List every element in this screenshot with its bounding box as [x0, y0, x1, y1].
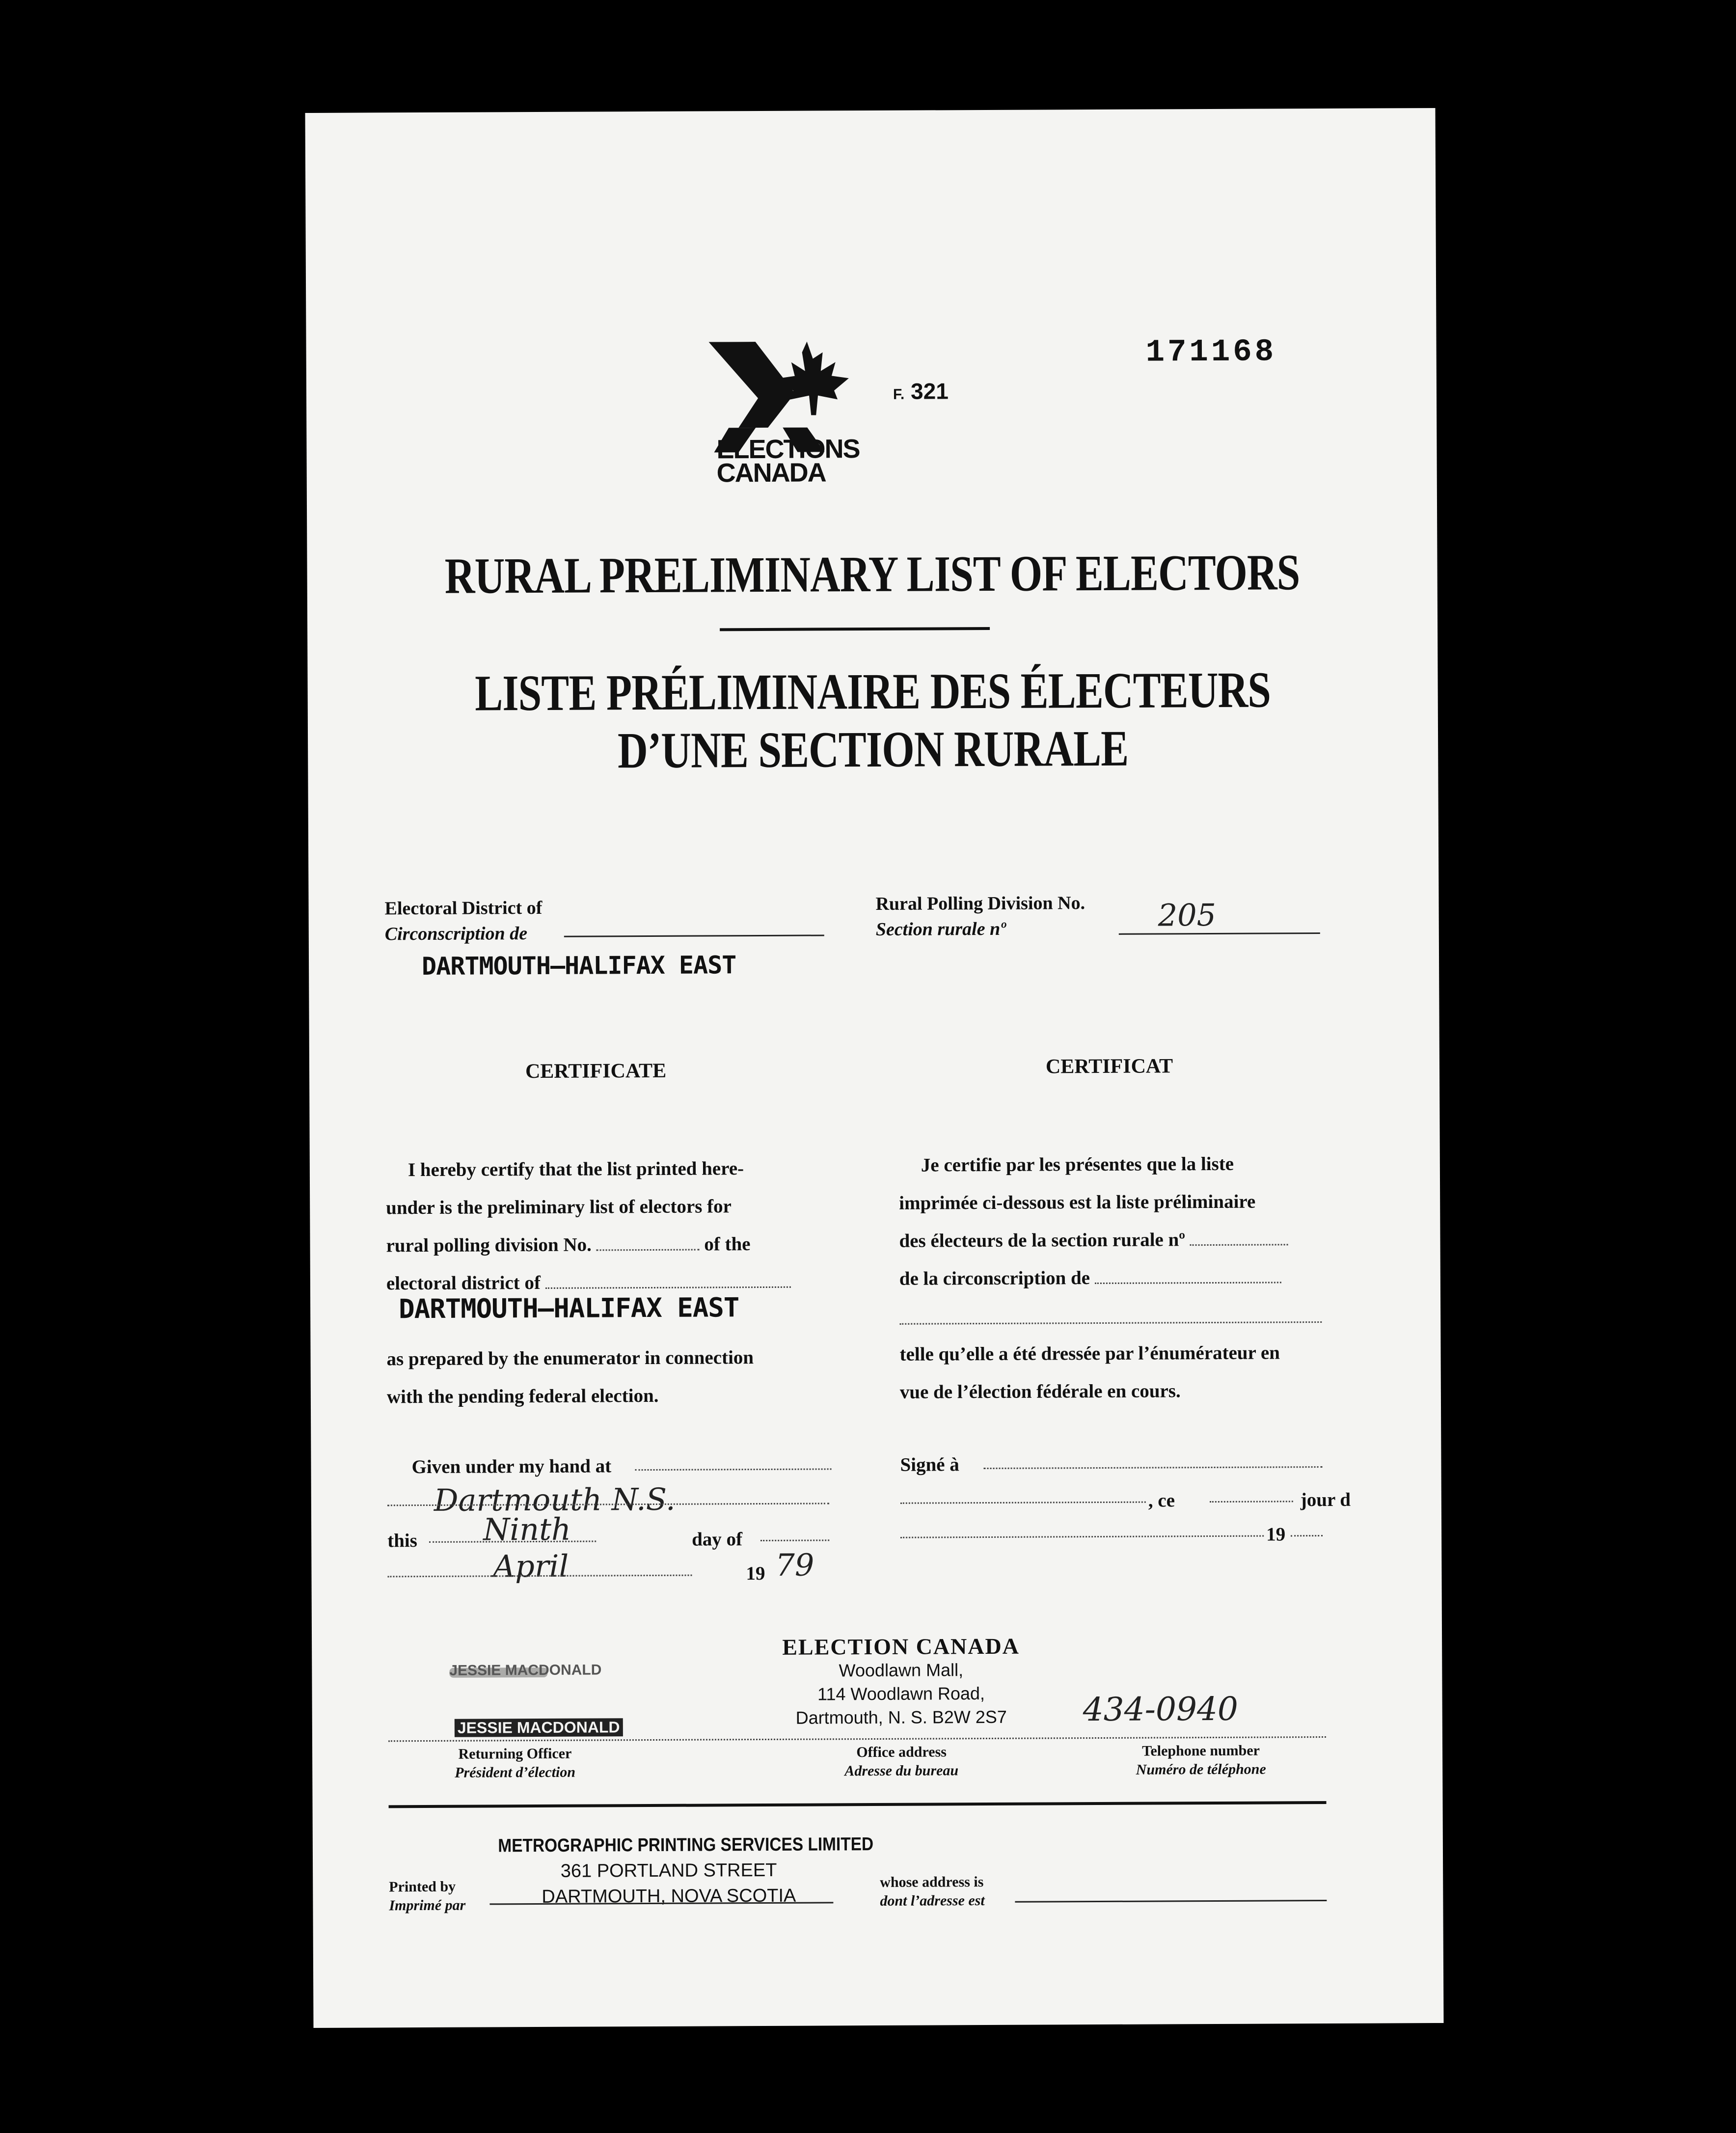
signature-line — [388, 1736, 1326, 1742]
cert-en-district-blank — [545, 1286, 791, 1289]
office-line-1: ELECTION CANADA — [782, 1633, 1020, 1660]
office-label — [808, 1743, 995, 1781]
officer-label-fr: Président d’élection — [455, 1764, 576, 1781]
cert-fr-line-3-text: des électeurs de la section rurale nº — [899, 1229, 1186, 1252]
polling-label-fr: Section rurale nº — [875, 918, 1006, 940]
day-hand: Ninth — [483, 1511, 571, 1548]
jour-label: jour d — [1300, 1489, 1351, 1511]
printer-block — [475, 1832, 874, 1910]
certificate-body-en — [386, 1149, 818, 1303]
cert-fr-line-4-text: de la circonscription de — [899, 1267, 1090, 1289]
ce-label: , ce — [1148, 1490, 1175, 1511]
given-label: Given under my hand at — [411, 1455, 612, 1478]
ce-line — [900, 1502, 1146, 1504]
officer-label-en: Returning Officer — [458, 1745, 572, 1762]
certificate-body-fr-2 — [899, 1334, 1332, 1411]
polling-label-en: Rural Polling Division No. — [875, 893, 1085, 914]
office-label-fr: Adresse du bureau — [844, 1762, 959, 1779]
district-label — [384, 895, 542, 947]
signe-label: Signé à — [900, 1454, 959, 1476]
year-prefix-fr: 19 — [1266, 1524, 1286, 1545]
cert-fr-line-5: telle qu’elle a été dressée par l’énumérateur en — [899, 1342, 1280, 1365]
cert-fr-district-line — [899, 1321, 1322, 1325]
office-line-2: Woodlawn Mall, — [839, 1660, 964, 1681]
printer-street: 361 PORTLAND STREET — [560, 1860, 777, 1882]
cert-en-district-typed: DARTMOUTH–HALIFAX EAST — [398, 1292, 739, 1325]
cert-fr-line-3 — [899, 1220, 1331, 1260]
printed-by-label — [389, 1878, 465, 1915]
cert-en-line-6: with the pending federal election. — [386, 1385, 659, 1408]
phone-label — [1108, 1741, 1294, 1779]
officer-stamp-2: JESSIE MACDONALD — [455, 1718, 623, 1737]
footer-rule — [389, 1801, 1327, 1808]
district-value: DARTMOUTH–HALIFAX EAST — [421, 951, 736, 981]
polling-line — [1119, 932, 1320, 935]
cert-fr-division-blank — [1190, 1244, 1288, 1246]
logo-line-1: ELECTIONS — [716, 434, 860, 465]
year-fr-line — [1291, 1535, 1323, 1536]
month-hand: April — [493, 1548, 569, 1585]
this-label: this — [387, 1530, 417, 1552]
logo-wordmark — [716, 434, 860, 488]
cert-en-line-3a: rural polling division No. — [386, 1234, 592, 1257]
logo-line-2: CANADA — [716, 458, 826, 488]
cert-fr-line-6: vue de l’élection fédérale en cours. — [899, 1380, 1181, 1403]
cert-en-line-2: under is the preliminary list of electors for — [386, 1196, 732, 1219]
office-line-3: 114 Woodlawn Road, — [817, 1683, 985, 1704]
phone-label-fr: Numéro de téléphone — [1136, 1761, 1266, 1778]
printer-address-line — [1015, 1900, 1327, 1903]
printed-by-fr: Imprimé par — [389, 1897, 466, 1914]
officer-stamp-1: JESSIE MACDONALD — [449, 1662, 602, 1679]
phone-value: 434-0940 — [1083, 1690, 1239, 1729]
form-number — [893, 378, 949, 404]
printer-city: DARTMOUTH, NOVA SCOTIA — [542, 1885, 796, 1907]
year-prefix-en: 19 — [746, 1562, 765, 1585]
cert-en-division-blank — [597, 1249, 700, 1251]
title-french-line-1: LISTE PRÉLIMINAIRE DES ÉLECTEURS — [475, 661, 1271, 722]
form-num: 321 — [910, 378, 949, 404]
printed-by-en: Printed by — [389, 1878, 456, 1895]
jour-line — [1210, 1501, 1293, 1503]
district-label-en: Electoral District of — [384, 897, 542, 919]
printer-address-en: whose address is — [880, 1874, 984, 1890]
cert-fr-line-4 — [899, 1258, 1331, 1298]
polling-label — [875, 890, 1085, 942]
cert-en-line-5: as prepared by the enumerator in connection — [386, 1347, 754, 1370]
polling-value: 205 — [1158, 897, 1217, 933]
signe-line — [984, 1466, 1323, 1469]
printer-address-fr: dont l’adresse est — [880, 1892, 985, 1909]
form-page — [305, 108, 1444, 2028]
certificate-body-fr — [899, 1145, 1331, 1298]
office-stamp — [763, 1635, 1039, 1730]
given-place-hand: Dartmouth N.S. — [434, 1481, 676, 1518]
cert-en-line-4-text: electoral district of — [386, 1272, 541, 1294]
serial-number: 171168 — [1145, 334, 1277, 371]
title-english: RURAL PRELIMINARY LIST OF ELECTORS — [444, 544, 1300, 604]
district-line — [564, 934, 824, 937]
certificate-body-en-2 — [386, 1339, 819, 1416]
office-line-4: Dartmouth, N. S. B2W 2S7 — [795, 1706, 1007, 1728]
day-of-label: day of — [692, 1529, 743, 1550]
certificate-heading-en: CERTIFICATE — [525, 1059, 667, 1083]
title-french — [409, 661, 1337, 781]
title-french-line-2: D’UNE SECTION RURALE — [617, 720, 1129, 779]
certificate-heading-fr: CERTIFICAT — [1045, 1055, 1173, 1078]
district-label-fr: Circonscription de — [384, 923, 528, 945]
form-prefix: F. — [893, 386, 905, 403]
cert-fr-line-2: imprimée ci-dessous est la liste préliminaire — [899, 1191, 1256, 1214]
month-fr-line — [900, 1535, 1264, 1538]
cert-fr-district-blank — [1095, 1282, 1281, 1284]
cert-fr-line-1: Je certifie par les présentes que la liste — [921, 1153, 1234, 1176]
day-of-line — [760, 1539, 829, 1541]
printer-name: METROGRAPHIC PRINTING SERVICES LIMITED — [498, 1834, 874, 1857]
cert-en-line-3b: of the — [704, 1233, 751, 1255]
title-divider — [720, 627, 990, 631]
office-label-en: Office address — [856, 1744, 947, 1761]
cert-en-line-3 — [386, 1225, 818, 1265]
printer-address-label — [880, 1873, 985, 1911]
officer-label — [455, 1745, 575, 1782]
given-place-line-1 — [635, 1468, 832, 1471]
year-hand: 79 — [775, 1547, 814, 1583]
cert-en-line-1: I hereby certify that the list printed here- — [407, 1158, 744, 1181]
phone-label-en: Telephone number — [1142, 1742, 1260, 1759]
